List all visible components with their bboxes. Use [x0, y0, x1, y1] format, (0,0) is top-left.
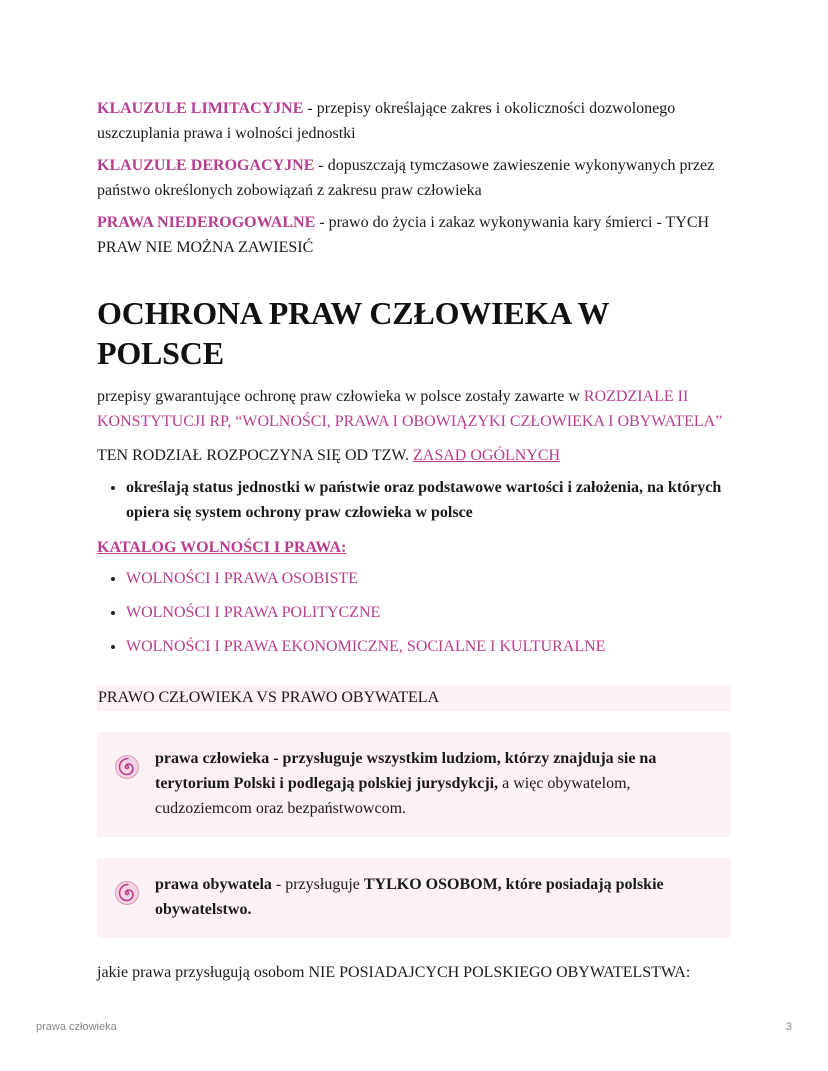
- derogation-clause-term: KLAUZULE DEROGACYJNE: [97, 157, 315, 174]
- section-heading: OCHRONA PRAW CZŁOWIEKA W POLSCE: [97, 295, 609, 371]
- callout-bold-text: prawa człowieka - przysługuje wszystkim ludziom, którzy znajduja sie na terytorium Polski i podlegają polskiej jurysdykcji,: [155, 750, 657, 792]
- list-item: • WOLNOŚCI I PRAWA EKONOMICZNE, SOCIALNE I KULTURALNE: [126, 634, 731, 659]
- human-rights-callout: [97, 732, 731, 837]
- list-item: • WOLNOŚCI I PRAWA OSOBISTE: [126, 566, 731, 591]
- callout-text: [155, 872, 713, 922]
- list-item: • określają status jednostki w państwie oraz podstawowe wartości i założenia, na których opiera się system ochrony praw człowieka w polsce: [126, 475, 731, 525]
- derogation-clause-text: - dopuszczają tymczasowe zawieszenie wykonywanych przez państwo określonych zobowiązań z zakresu praw człowieka: [97, 157, 715, 199]
- intro-highlight: ROZDZIALE II KONSTYTUCJI RP, “WOLNOŚCI, PRAWA I OBOWIĄZYKI CZŁOWIEKA I OBYWATELA”: [97, 388, 723, 430]
- limitation-clause-term: KLAUZULE LIMITACYJNE: [97, 100, 304, 117]
- callout-mid-text: - przysługuje: [271, 876, 364, 893]
- limitation-clause-text: - przepisy określające zakres i okoliczności dozwolonego uszczuplania prawa i wolności jednostki: [97, 100, 676, 142]
- nonderogable-rights-paragraph: [97, 210, 731, 260]
- callout-text: [155, 746, 713, 821]
- chapter-paragraph: [97, 443, 731, 468]
- citizen-rights-callout: [97, 858, 731, 938]
- intro-text: przepisy gwarantujące ochronę praw człowieka w polsce zostały zawarte w: [97, 388, 584, 405]
- list-item: • WOLNOŚCI I PRAWA POLITYCZNE: [126, 600, 731, 625]
- principles-list: [97, 475, 731, 525]
- footer-title: prawa człowieka: [36, 1021, 117, 1033]
- intro-paragraph: [97, 384, 731, 434]
- comparison-band: PRAWO CZŁOWIEKA VS PRAWO OBYWATELA: [97, 685, 731, 711]
- callout-rest-text: a więc obywatelom, cudzoziemcom oraz bezpaństwowcom.: [155, 775, 631, 817]
- chapter-text: TEN RODZIAŁ ROZPOCZYNA SIĘ OD TZW.: [97, 447, 413, 464]
- page-content: [97, 96, 731, 992]
- derogation-clause-paragraph: [97, 153, 731, 203]
- callout-bold-term: prawa obywatela: [155, 876, 272, 893]
- callout-bold-text: TYLKO OSOBOM, które posiadają polskie obywatelstwo.: [155, 876, 664, 918]
- page-number: 3: [785, 1021, 792, 1033]
- catalog-title[interactable]: KATALOG WOLNOŚCI I PRAWA:: [97, 539, 347, 556]
- spiral-icon: [114, 872, 142, 922]
- limitation-clause-paragraph: [97, 96, 731, 146]
- nonderogable-rights-term: PRAWA NIEDEROGOWALNE: [97, 214, 316, 231]
- closing-paragraph: jakie prawa przysługują osobom NIE POSIADAJCYCH POLSKIEGO OBYWATELSTWA:: [97, 964, 691, 981]
- general-principles-link[interactable]: ZASAD OGÓLNYCH: [413, 447, 561, 464]
- nonderogable-rights-text: - prawo do życia i zakaz wykonywania kary śmierci - TYCH PRAW NIE MOŻNA ZAWIESIĆ: [97, 214, 710, 256]
- spiral-icon: [114, 746, 142, 821]
- catalog-list: [97, 566, 731, 659]
